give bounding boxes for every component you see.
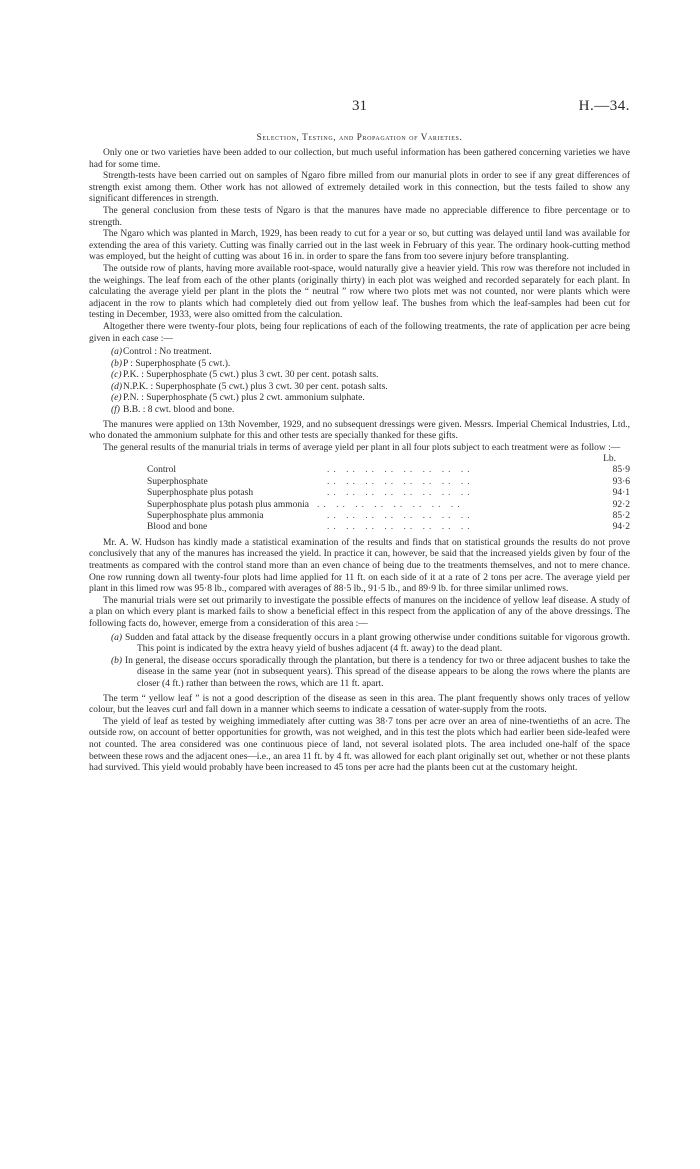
paragraph: The manures were applied on 13th November, 1929, and no subsequent dressings were given. Messrs. Imperial Chemical Industries, Ltd., who donated the ammonium sulphate for this and other tests are specially thanked for these gifts. [89,419,630,442]
item-text: Sudden and fatal attack by the disease frequently occurs in a plant growing otherwise under conditions suitable for vigorous growth. This point is indicated by the extra heavy yield of bushes adjacent (4 ft. away) to the dead plant. [125,632,630,655]
yield-unit: Lb. [603,454,616,465]
leader-dots: .. .. .. .. .. .. .. .. [327,465,474,476]
yield-value: 92·2 [612,499,630,510]
treatment-name: Superphosphate plus potash plus ammonia [147,499,310,510]
yield-table [89,454,630,533]
yield-value: 94·1 [612,488,630,499]
page-number: 31 [352,98,367,114]
item-label: (e) [111,393,122,404]
paragraph: The general results of the manurial trials in terms of average yield per plant in all four plots subject to each treatment were as follow :— [103,442,621,453]
item-label: (a) [111,632,123,643]
treatment-name: Superphosphate plus ammonia [147,511,264,522]
item-text: P.K. : Superphosphate (5 cwt.) plus 3 cwt. 30 per cent. potash salts. [123,370,379,381]
item-label: (d) [111,381,123,392]
paragraph: The manurial trials were set out primarily to investigate the possible effects of manures on the incidence of yellow leaf disease. A study of a plan on which every plant is marked fails to show a beneficial effect in this respect from the application of any of the above dressings. The following facts do, however, emerge from a consideration of this area :— [89,595,630,630]
item-text: Control : No treatment. [123,347,212,358]
paragraph-group-a [89,148,630,345]
treatment-name: Superphosphate plus potash [147,488,254,499]
item-text: P.N. : Superphosphate (5 cwt.) plus 2 cwt. ammonium sulphate. [123,393,365,404]
fact-item [111,656,630,691]
table-row [89,500,630,511]
treatment-item [111,359,630,371]
treatment-name: Superphosphate [147,476,208,487]
item-text: P : Superphosphate (5 cwt.). [123,358,231,369]
document-reference: H.—34. [578,98,630,114]
treatment-list [111,347,630,417]
treatment-item [111,347,630,359]
paragraph-group-d [89,694,630,775]
treatment-item [111,405,630,417]
paragraph: The Ngaro which was planted in March, 1929, has been ready to cut for a year or so, but cutting was delayed until land was available for extending the area of this variety. Cutting was finally carried out in the last week in February of this year. The ordinary hook-cutting method was employed, but the height of cutting was about 16 in. in order to spare the fans from too severe injury before transplanting. [89,229,630,263]
paragraph: The term “ yellow leaf ” is not a good description of the disease as seen in this area. The plant frequently shows only traces of yellow colour, but the leaves curl and fall down in a manner which seems to indicate a cessation of water-supply from the roots. [89,693,630,716]
yield-value: 85·2 [612,511,630,522]
page-header [89,98,630,120]
paragraph: Strength-tests have been carried out on samples of Ngaro fibre milled from our manurial plots in order to see if any great differences of strength exist among them. Other work has not allowed of extremely detailed work in this connection, but the tests failed to show any significant differences in strength. [89,171,630,205]
item-text: B.B. : 8 cwt. blood and bone. [123,405,235,416]
leader-dots: .. .. .. .. .. .. .. .. [327,522,474,533]
facts-list [111,633,630,691]
yield-value: 93·6 [612,476,630,487]
fact-item [111,633,630,656]
table-row [89,465,630,476]
treatment-item [111,382,630,394]
paragraph: The yield of leaf as tested by weighing immediately after cutting was 38·7 tons per acre over an area of nine-twentieths of an acre. The outside row, on account of better opportunities for growth, was not weighed, and in this test the plots which had earlier been side-leafed were not counted. The area considered was one continuous piece of land, not several isolated plots. The area included one-half of the space between these rows and the adjacent ones—i.e., an area 11 ft. by 4 ft. was allowed for each plant originally set out, whether or not these plants had survived. This yield would probably have been increased to 45 tons per acre had the plants been cut at the customary height. [89,716,630,774]
paragraph: Mr. A. W. Hudson has kindly made a statistical examination of the results and finds that on statistical grounds the results do not prove conclusively that any of the manures has increased the yield. In practice it can, however, be said that the increased yields given by four of the treatments as compared with the control stand more than an even chance of being due to the treatments themselves, and not to mere chance. One row running down all twenty-four plots had lime applied for 11 ft. on each side of it at a rate of 2 tons per acre. The average yield per plant in this limed row was 95·8 lb., compared with averages of 88·5 lb., 91·5 lb., and 89·9 lb. for three similar unlimed rows. [89,537,630,595]
item-label: (b) [111,358,123,369]
section-heading: Selection, Testing, and Propagation of Varieties. [256,132,463,142]
paragraph-group-c [89,538,630,631]
treatment-name: Control [147,465,177,476]
table-row [89,488,630,499]
item-label: (a) [111,347,123,358]
yield-value: 94·2 [612,522,630,533]
paragraph: Only one or two varieties have been added to our collection, but much useful information has been gathered concerning varieties we have had for some time. [89,148,630,170]
paragraph-group-b [89,420,630,455]
leader-dots: .. .. .. .. .. .. .. .. [327,488,474,499]
paragraph: The outside row of plants, having more available root-space, would naturally give a heavier yield. This row was therefore not included in the weighings. The leaf from each of the other plants (originally thirty) in each plot was weighed and recorded separately for each plant. In calculating the average yield per plant in the plots the “ neutral ” row where two plots met was not counted, nor were plants which were adjacent in the row to plants which had completely died out from yellow leaf. The bushes from which the leaf-samples had been cut for testing in December, 1933, were also omitted from the calculation. [89,263,630,321]
treatment-item [111,393,630,405]
item-label: (b) [111,655,123,666]
leader-dots: .. .. .. .. .. .. .. .. [317,499,464,510]
treatment-item [111,370,630,382]
yield-value: 85·9 [612,465,630,476]
table-row [89,511,630,522]
table-row [89,477,630,488]
leader-dots: .. .. .. .. .. .. .. .. [327,511,474,522]
paragraph: The general conclusion from these tests of Ngaro is that the manures have made no appreciable difference to fibre percentage or to strength. [89,205,630,228]
document-page [89,98,630,775]
table-row [89,522,630,533]
item-text: In general, the disease occurs sporadically through the plantation, but there is a tendency for two or three adjacent bushes to take the disease in the same year (not in subsequent years). This spread of the disease appears to be along the rows where the plants are closer (4 ft.) rather than between the rows, which are 11 ft. apart. [125,655,630,689]
treatment-name: Blood and bone [147,522,208,533]
item-text: N.P.K. : Superphosphate (5 cwt.) plus 3 cwt. 30 per cent. potash salts. [123,381,388,392]
leader-dots: .. .. .. .. .. .. .. .. [327,476,474,487]
paragraph: Altogether there were twenty-four plots, being four replications of each of the following treatments, the rate of application per acre being given in each case :— [89,321,630,344]
item-label: (f) [111,405,120,416]
item-label: (c) [111,370,122,381]
